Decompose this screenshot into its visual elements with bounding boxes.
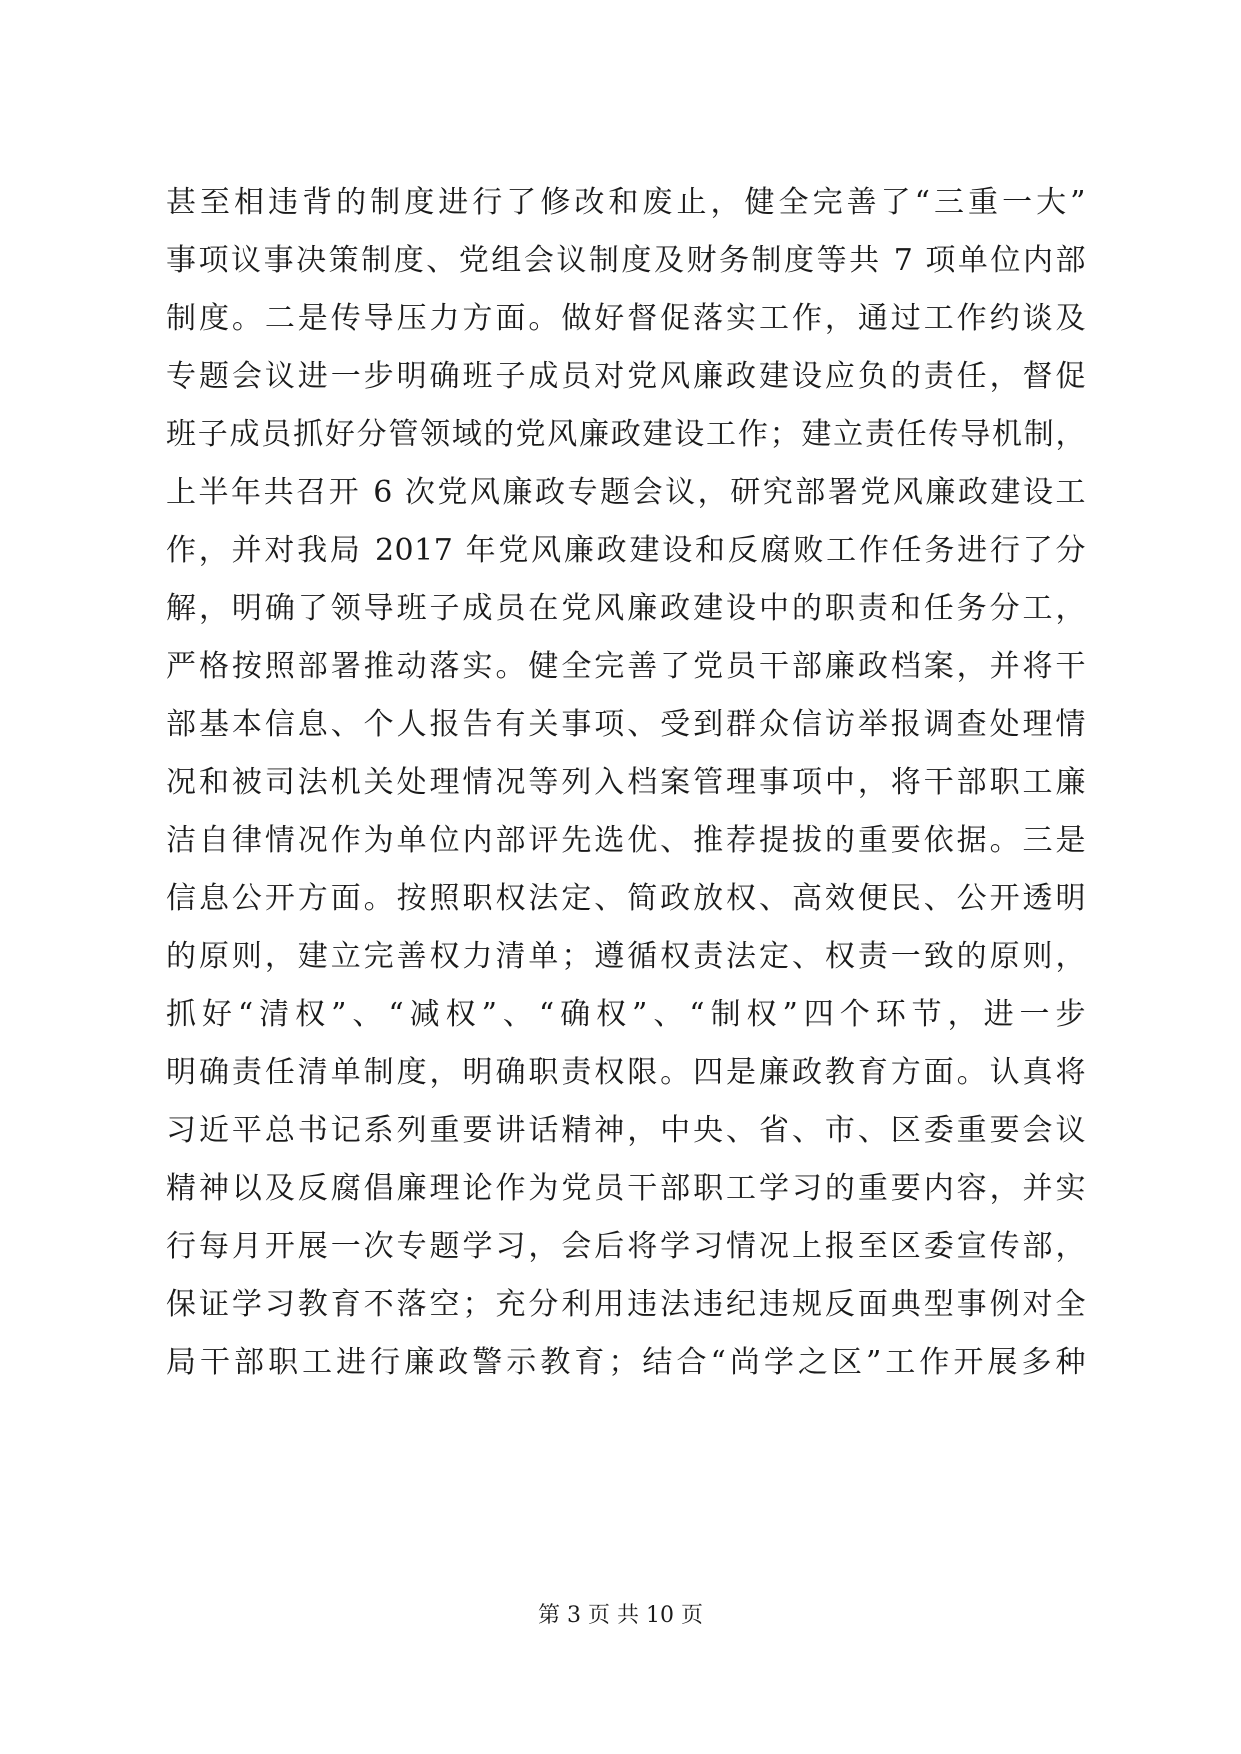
text-line: 信息公开方面。按照职权法定、简政放权、高效便民、公开透明 (166, 881, 1086, 916)
text-line: 行每月开展一次专题学习，会后将学习情况上报至区委宣传部， (166, 1229, 1086, 1264)
text-line: 况和被司法机关处理情况等列入档案管理事项中，将干部职工廉 (166, 765, 1086, 800)
text-line: 的原则，建立完善权力清单；遵循权责法定、权责一致的原则， (166, 939, 1086, 974)
text-line: 保证学习教育不落空；充分利用违法违纪违规反面典型事例对全 (166, 1287, 1086, 1322)
text-line: 解，明确了领导班子成员在党风廉政建设中的职责和任务分工， (166, 591, 1086, 626)
text-line: 习近平总书记系列重要讲话精神，中央、省、市、区委重要会议 (166, 1113, 1086, 1148)
text-line: 洁自律情况作为单位内部评先选优、推荐提拔的重要依据。三是 (166, 823, 1086, 858)
text-line: 精神以及反腐倡廉理论作为党员干部职工学习的重要内容，并实 (166, 1171, 1086, 1206)
text-line: 作，并对我局 2017 年党风廉政建设和反腐败工作任务进行了分 (166, 533, 1086, 568)
text-line: 专题会议进一步明确班子成员对党风廉政建设应负的责任，督促 (166, 359, 1086, 394)
text-line: 部基本信息、个人报告有关事项、受到群众信访举报调查处理情 (166, 707, 1086, 742)
text-line: 局干部职工进行廉政警示教育；结合“尚学之区”工作开展多种 (166, 1345, 1086, 1380)
text-line: 甚至相违背的制度进行了修改和废止，健全完善了“三重一大” (166, 185, 1086, 220)
text-line: 班子成员抓好分管领域的党风廉政建设工作；建立责任传导机制， (166, 417, 1086, 452)
page-number-footer: 第 3 页 共 10 页 (538, 1603, 703, 1628)
text-line: 抓好“清权”、“减权”、“确权”、“制权”四个环节，进一步 (166, 997, 1086, 1032)
text-line: 事项议事决策制度、党组会议制度及财务制度等共 7 项单位内部 (166, 243, 1086, 278)
text-line: 制度。二是传导压力方面。做好督促落实工作，通过工作约谈及 (166, 301, 1086, 336)
text-line: 上半年共召开 6 次党风廉政专题会议，研究部署党风廉政建设工 (166, 475, 1086, 510)
text-line: 严格按照部署推动落实。健全完善了党员干部廉政档案，并将干 (166, 649, 1086, 684)
text-line: 明确责任清单制度，明确职责权限。四是廉政教育方面。认真将 (166, 1055, 1086, 1090)
body-text (166, 174, 1086, 1392)
